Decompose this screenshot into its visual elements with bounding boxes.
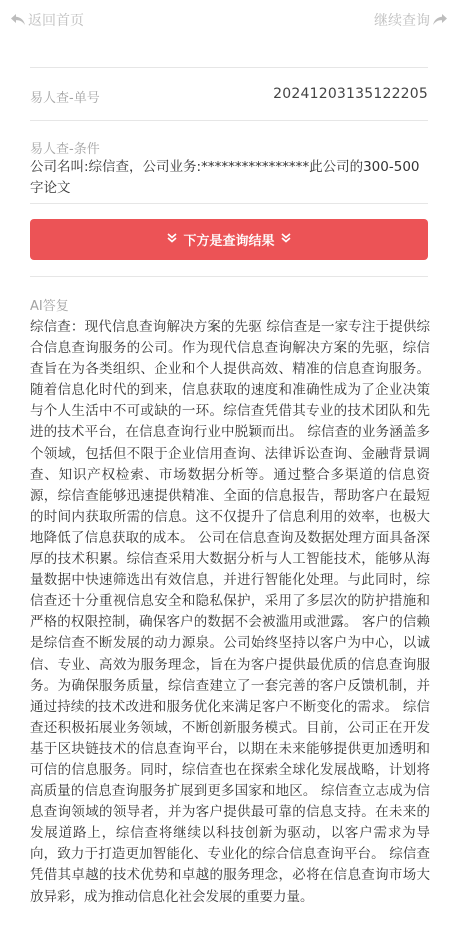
condition-text: 公司名叫:综信查，公司业务:****************此公司的300-500字论文 <box>30 159 420 196</box>
divider <box>30 203 428 204</box>
order-number-value: 20241203135122205 <box>273 86 428 102</box>
ai-answer-text: 综信查：现代信息查询解决方案的先驱 综信查是一家专注于提供综合信息查询服务的公司。作为现代信息查询解决方案的先驱，综信查旨在为各类组织、企业和个人提供高效、精准的信息查询服务。随着信息化时代的到来，信息获取的速度和准确性成为了企业决策与个人生活中不可或缺的一环。综信查凭借其专业的技术团队和先进的技术平台，在信息查询行业中脱颖而出。 综信查的业务涵盖多个领域，包括但不限于企业信用查询、法律诉讼查询、金融背景调查、知识产权检索、市场数据分析等。通过整合多渠道的信息资源，综信查能够迅速提供精准、全面的信息报告，帮助客户在最短的时间内获取所需的信息。这不仅提升了信息利用的效率，也极大地降低了信息获取的成本。 公司在信息查询及数据处理方面具备深厚的技术积累。综信查采用大数据分析与人工智能技术，能够从海量数据中快速筛选出有效信息，并进行智能化处理。与此同时，综信查还十分重视信息安全和隐私保护，采用了多层次的防护措施和严格的权限控制，确保客户的数据不会被滥用或泄露。 客户的信赖是综信查不断发展的动力源泉。公司始终坚持以客户为中心，以诚信、专业、高效为服务理念，旨在为客户提供最优质的信息查询服务。为确保服务质量，综信查建立了一套完善的客户反馈机制，并通过持续的技术改进和服务优化来满足客户不断变化的需求。 综信查还积极拓展业务领域，不断创新服务模式。目前，公司正在开发基于区块链技术的信息查询平台，以期在未来能够提供更加透明和可信的信息服务。同时，综信查也在探索全球化发展战略，计划将高质量的信息查询服务扩展到更多国家和地区。 综信查立志成为信息查询领域的领导者，并为客户提供最可靠的信息支持。在未来的发展道路上，综信查将继续以科技创新为驱动，以客户需求为导向，致力于打造更加智能化、专业化的综合信息查询平台。 综信查凭借其卓越的技术优势和卓越的服务理念，必将在信息查询市场大放异彩，成为推动信息化社会发展的重要力量。 <box>30 319 430 905</box>
back-home-link[interactable] <box>10 10 84 30</box>
back-home-label: 返回首页 <box>28 13 84 29</box>
divider <box>30 67 428 68</box>
query-result-button[interactable] <box>30 219 428 260</box>
continue-query-label: 继续查询 <box>374 13 430 29</box>
query-result-label: 下方是查询结果 <box>183 234 275 249</box>
condition-label: 易人查-条件 <box>30 142 100 157</box>
ai-answer-label: AI答复 <box>30 299 69 314</box>
double-chevron-down-icon <box>167 232 177 247</box>
divider <box>30 276 428 277</box>
share-back-icon <box>10 13 26 27</box>
double-chevron-down-icon <box>281 232 291 247</box>
continue-query-link[interactable] <box>374 10 448 30</box>
order-number-label: 易人查-单号 <box>30 91 100 106</box>
divider <box>30 120 428 121</box>
undo-icon <box>432 13 448 27</box>
top-nav-bar <box>0 0 458 40</box>
